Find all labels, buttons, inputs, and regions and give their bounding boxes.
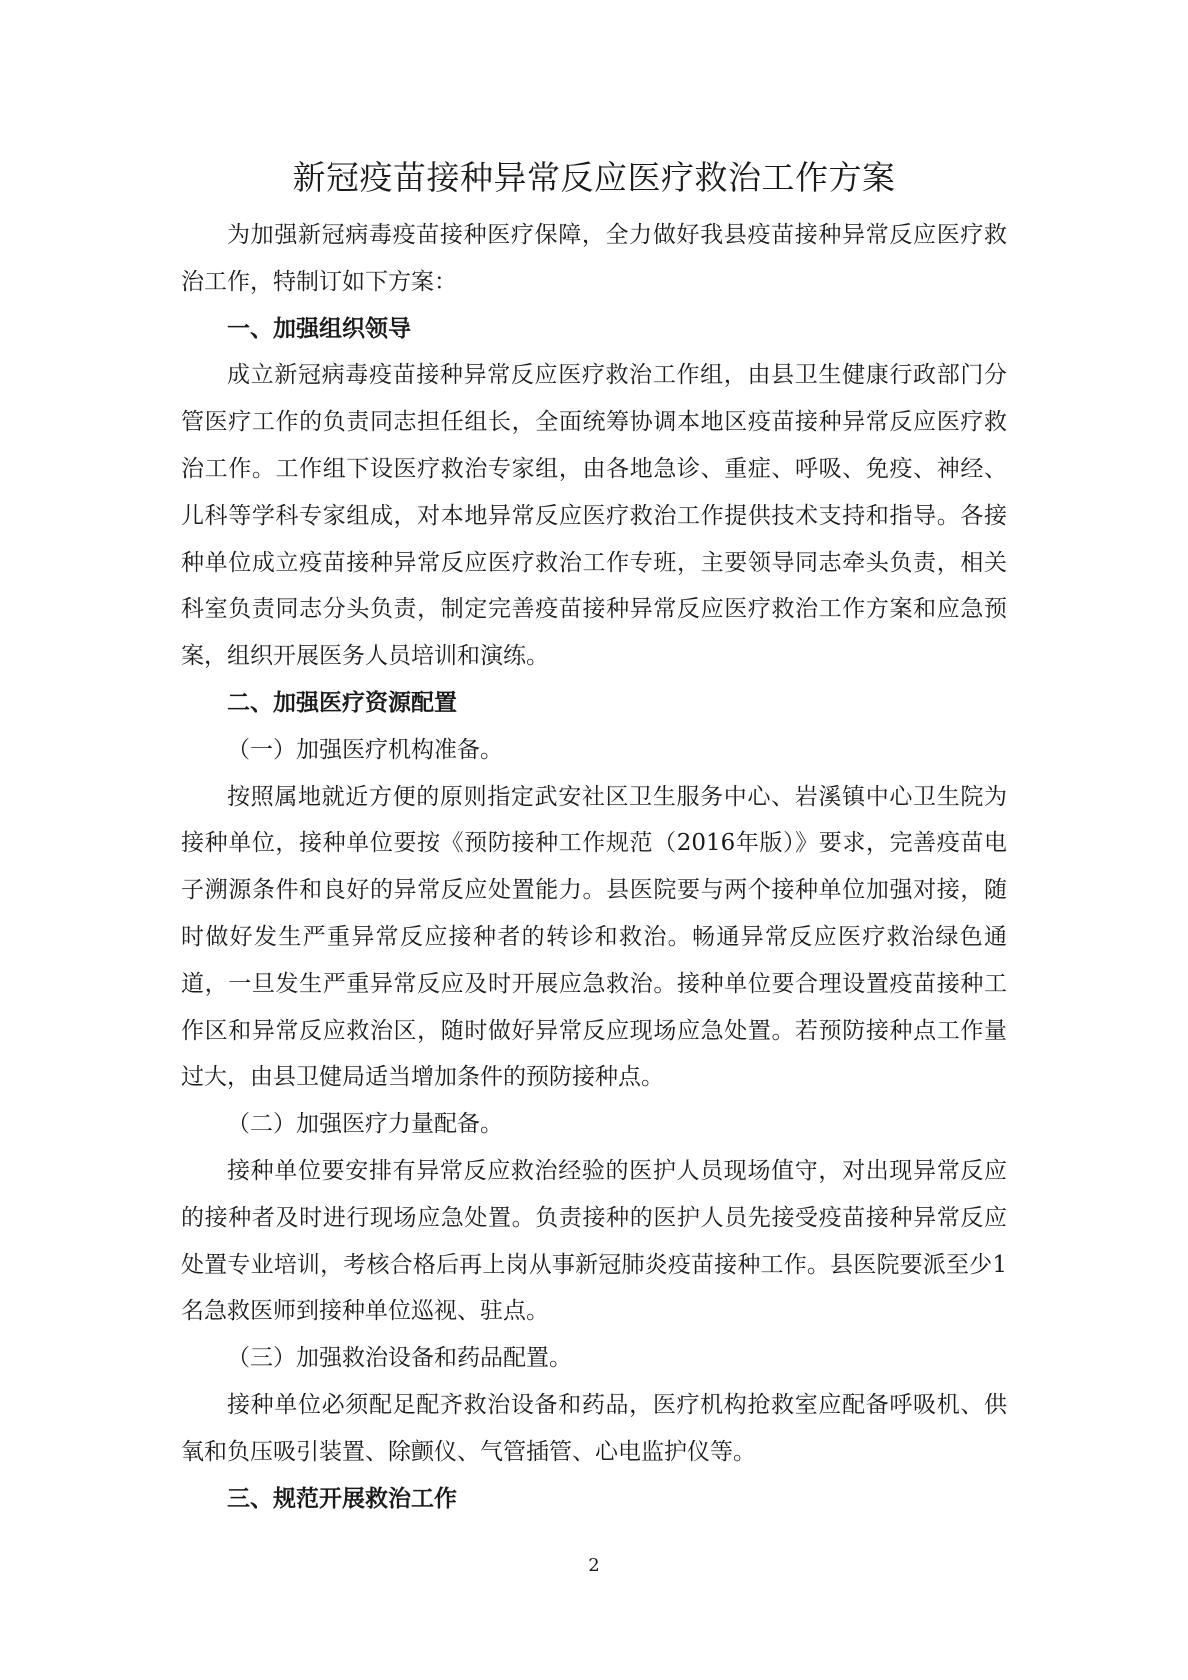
document-body: [181, 212, 1007, 1522]
section-2-sub-1-paragraph: 按照属地就近方便的原则指定武安社区卫生服务中心、岩溪镇中心卫生院为接种单位，接种单位要按《预防接种工作规范（2016年版）》要求，完善疫苗电子溯源条件和良好的异常反应处置能力。县医院要与两个接种单位加强对接，随时做好发生严重异常反应接种者的转诊和救治。畅通异常反应医疗救治绿色通道，一旦发生严重异常反应及时开展应急救治。接种单位要合理设置疫苗接种工作区和异常反应救治区，随时做好异常反应现场应急处置。若预防接种点工作量过大，由县卫健局适当增加条件的预防接种点。: [181, 783, 1007, 1091]
section-2-sub-2-heading: （二）加强医疗力量配备。: [227, 1111, 503, 1138]
section-2-sub-1-heading: （一）加强医疗机构准备。: [227, 736, 503, 763]
section-2-sub-3-heading: （三）加强救治设备和药品配置。: [227, 1345, 572, 1372]
section-2-sub-3-paragraph: 接种单位必须配足配齐救治设备和药品，医疗机构抢救室应配备呼吸机、供氧和负压吸引装置、除颤仪、气管插管、心电监护仪等。: [181, 1391, 1007, 1465]
section-1-paragraph: 成立新冠病毒疫苗接种异常反应医疗救治工作组，由县卫生健康行政部门分管医疗工作的负责同志担任组长，全面统筹协调本地区疫苗接种异常反应医疗救治工作。工作组下设医疗救治专家组，由各地急诊、重症、呼吸、免疫、神经、儿科等学科专家组成，对本地异常反应医疗救治工作提供技术支持和指导。各接种单位成立疫苗接种异常反应医疗救治工作专班，主要领导同志牵头负责，相关科室负责同志分头负责，制定完善疫苗接种异常反应医疗救治工作方案和应急预案，组织开展医务人员培训和演练。: [181, 362, 1007, 670]
section-3-heading: 三、规范开展救治工作: [227, 1485, 457, 1512]
section-2-heading: 二、加强医疗资源配置: [227, 689, 457, 716]
section-1-heading: 一、加强组织领导: [227, 315, 411, 342]
intro-paragraph: 为加强新冠病毒疫苗接种医疗保障，全力做好我县疫苗接种异常反应医疗救治工作，特制订如下方案：: [181, 222, 1007, 295]
section-2-sub-2-paragraph: 接种单位要安排有异常反应救治经验的医护人员现场值守，对出现异常反应的接种者及时进行现场应急处置。负责接种的医护人员先接受疫苗接种异常反应处置专业培训，考核合格后再上岗从事新冠肺炎疫苗接种工作。县医院要派至少1名急救医师到接种单位巡视、驻点。: [181, 1157, 1007, 1325]
page-number: 2: [588, 1555, 600, 1576]
document-title: 新冠疫苗接种异常反应医疗救治工作方案: [292, 158, 896, 197]
